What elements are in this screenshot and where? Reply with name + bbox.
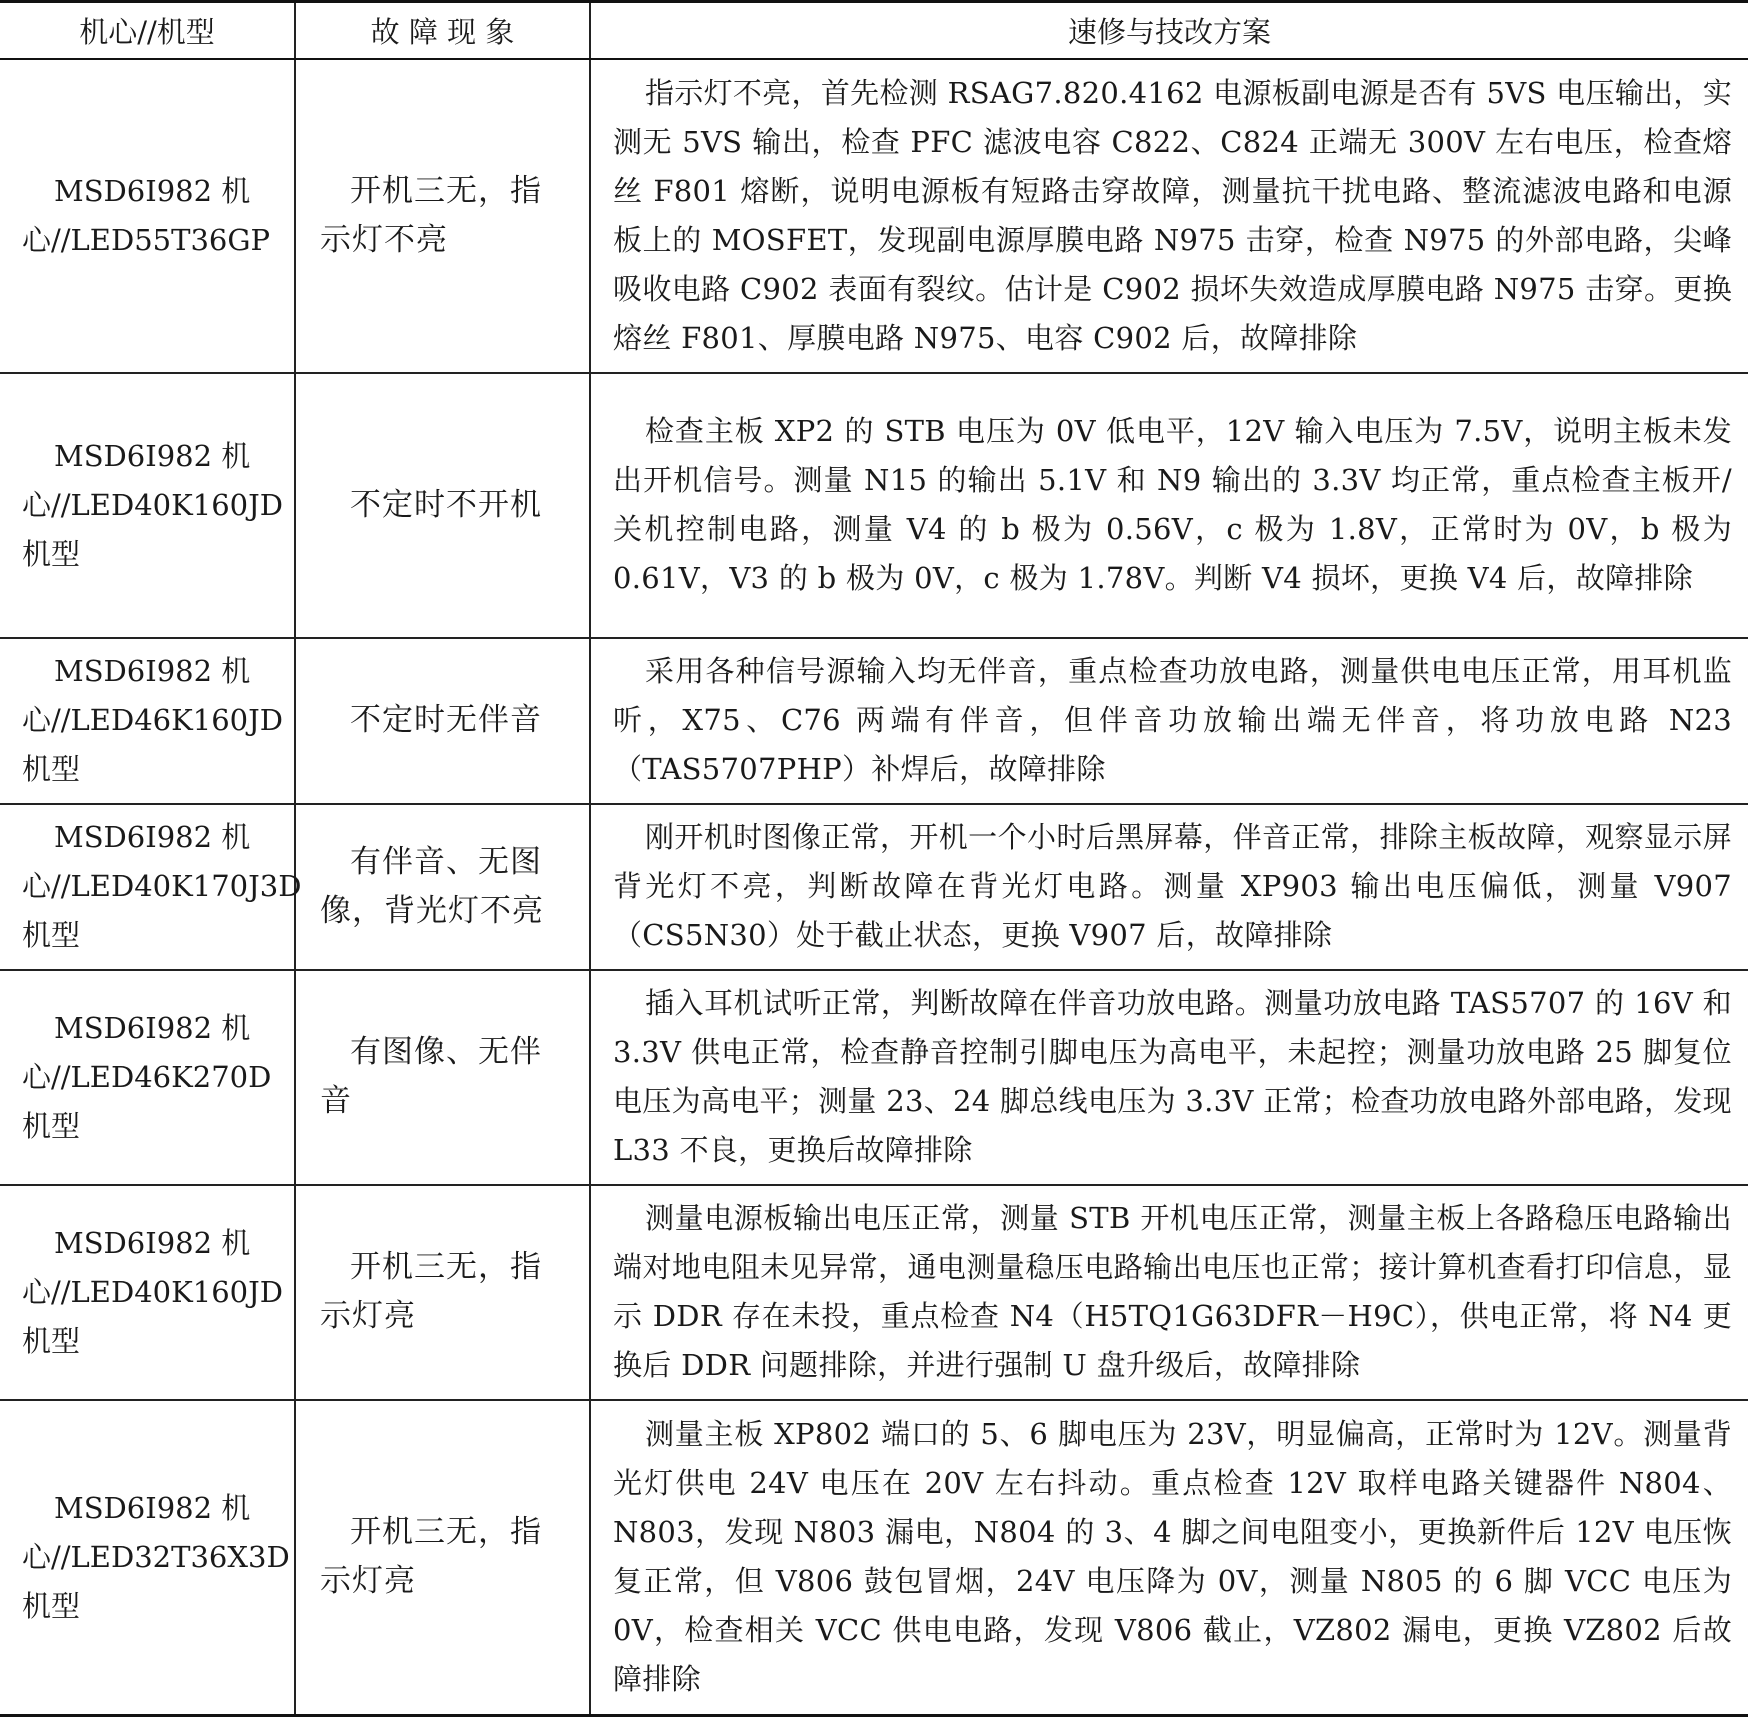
header-row (0, 2, 1748, 59)
symptom-cell: 开机三无，指示灯不亮 (295, 59, 590, 373)
model-cell: MSD6I982 机心//LED46K160JD 机型 (0, 638, 295, 804)
header-symptom: 故 障 现 象 (295, 2, 590, 59)
table-body (0, 59, 1748, 1716)
header-model: 机心//机型 (0, 2, 295, 59)
symptom-cell: 开机三无，指示灯亮 (295, 1185, 590, 1400)
model-cell: MSD6I982 机心//LED46K270D 机型 (0, 970, 295, 1185)
table-row (0, 804, 1748, 970)
symptom-cell: 不定时不开机 (295, 373, 590, 638)
solution-cell: 刚开机时图像正常，开机一个小时后黑屏幕，伴音正常，排除主板故障，观察显示屏背光灯不亮，判断故障在背光灯电路。测量 XP903 输出电压偏低，测量 V907（CS5N30）处于截止状态，更换 V907 后，故障排除 (590, 804, 1748, 970)
table-row (0, 1400, 1748, 1716)
header-solution: 速修与技改方案 (590, 2, 1748, 59)
table-row (0, 373, 1748, 638)
symptom-cell: 开机三无，指示灯亮 (295, 1400, 590, 1716)
solution-cell: 采用各种信号源输入均无伴音，重点检查功放电路，测量供电电压正常，用耳机监听，X75、C76 两端有伴音，但伴音功放输出端无伴音，将功放电路 N23（TAS5707PHP）补焊后，故障排除 (590, 638, 1748, 804)
symptom-cell: 不定时无伴音 (295, 638, 590, 804)
model-cell: MSD6I982 机心//LED55T36GP (0, 59, 295, 373)
table-header (0, 2, 1748, 59)
table-row (0, 970, 1748, 1185)
model-cell: MSD6I982 机心//LED32T36X3D 机型 (0, 1400, 295, 1716)
solution-cell: 插入耳机试听正常，判断故障在伴音功放电路。测量功放电路 TAS5707 的 16V 和 3.3V 供电正常，检查静音控制引脚电压为高电平，未起控；测量功放电路 25 脚复位电压为高电平；测量 23、24 脚总线电压为 3.3V 正常；检查功放电路外部电路，发现 L33 不良，更换后故障排除 (590, 970, 1748, 1185)
table-row (0, 59, 1748, 373)
table-row (0, 638, 1748, 804)
solution-cell: 测量主板 XP802 端口的 5、6 脚电压为 23V，明显偏高，正常时为 12V。测量背光灯供电 24V 电压在 20V 左右抖动。重点检查 12V 取样电路关键器件 N804、N803，发现 N803 漏电，N804 的 3、4 脚之间电阻变小，更换新件后 12V 电压恢复正常，但 V806 鼓包冒烟，24V 电压降为 0V，测量 N805 的 6 脚 VCC 电压为 0V，检查相关 VCC 供电电路，发现 V806 截止，VZ802 漏电，更换 VZ802 后故障排除 (590, 1400, 1748, 1716)
table-row (0, 1185, 1748, 1400)
model-cell: MSD6I982 机心//LED40K170J3D 机型 (0, 804, 295, 970)
solution-cell: 检查主板 XP2 的 STB 电压为 0V 低电平，12V 输入电压为 7.5V，说明主板未发出开机信号。测量 N15 的输出 5.1V 和 N9 输出的 3.3V 均正常，重点检查主板开/关机控制电路，测量 V4 的 b 极为 0.56V，c 极为 1.8V，正常时为 0V，b 极为 0.61V，V3 的 b 极为 0V，c 极为 1.78V。判断 V4 损坏，更换 V4 后，故障排除 (590, 373, 1748, 638)
symptom-cell: 有图像、无伴音 (295, 970, 590, 1185)
model-cell: MSD6I982 机心//LED40K160JD 机型 (0, 1185, 295, 1400)
model-cell: MSD6I982 机心//LED40K160JD 机型 (0, 373, 295, 638)
solution-cell: 测量电源板输出电压正常，测量 STB 开机电压正常，测量主板上各路稳压电路输出端对地电阻未见异常，通电测量稳压电路输出电压也正常；接计算机查看打印信息，显示 DDR 存在未投，重点检查 N4（H5TQ1G63DFR－H9C），供电正常，将 N4 更换后 DDR 问题排除，并进行强制 U 盘升级后，故障排除 (590, 1185, 1748, 1400)
solution-cell: 指示灯不亮，首先检测 RSAG7.820.4162 电源板副电源是否有 5VS 电压输出，实测无 5VS 输出，检查 PFC 滤波电容 C822、C824 正端无 300V 左右电压，检查熔丝 F801 熔断，说明电源板有短路击穿故障，测量抗干扰电路、整流滤波电路和电源板上的 MOSFET，发现副电源厚膜电路 N975 击穿，检查 N975 的外部电路，尖峰吸收电路 C902 表面有裂纹。估计是 C902 损坏失效造成厚膜电路 N975 击穿。更换熔丝 F801、厚膜电路 N975、电容 C902 后，故障排除 (590, 59, 1748, 373)
symptom-cell: 有伴音、无图像，背光灯不亮 (295, 804, 590, 970)
